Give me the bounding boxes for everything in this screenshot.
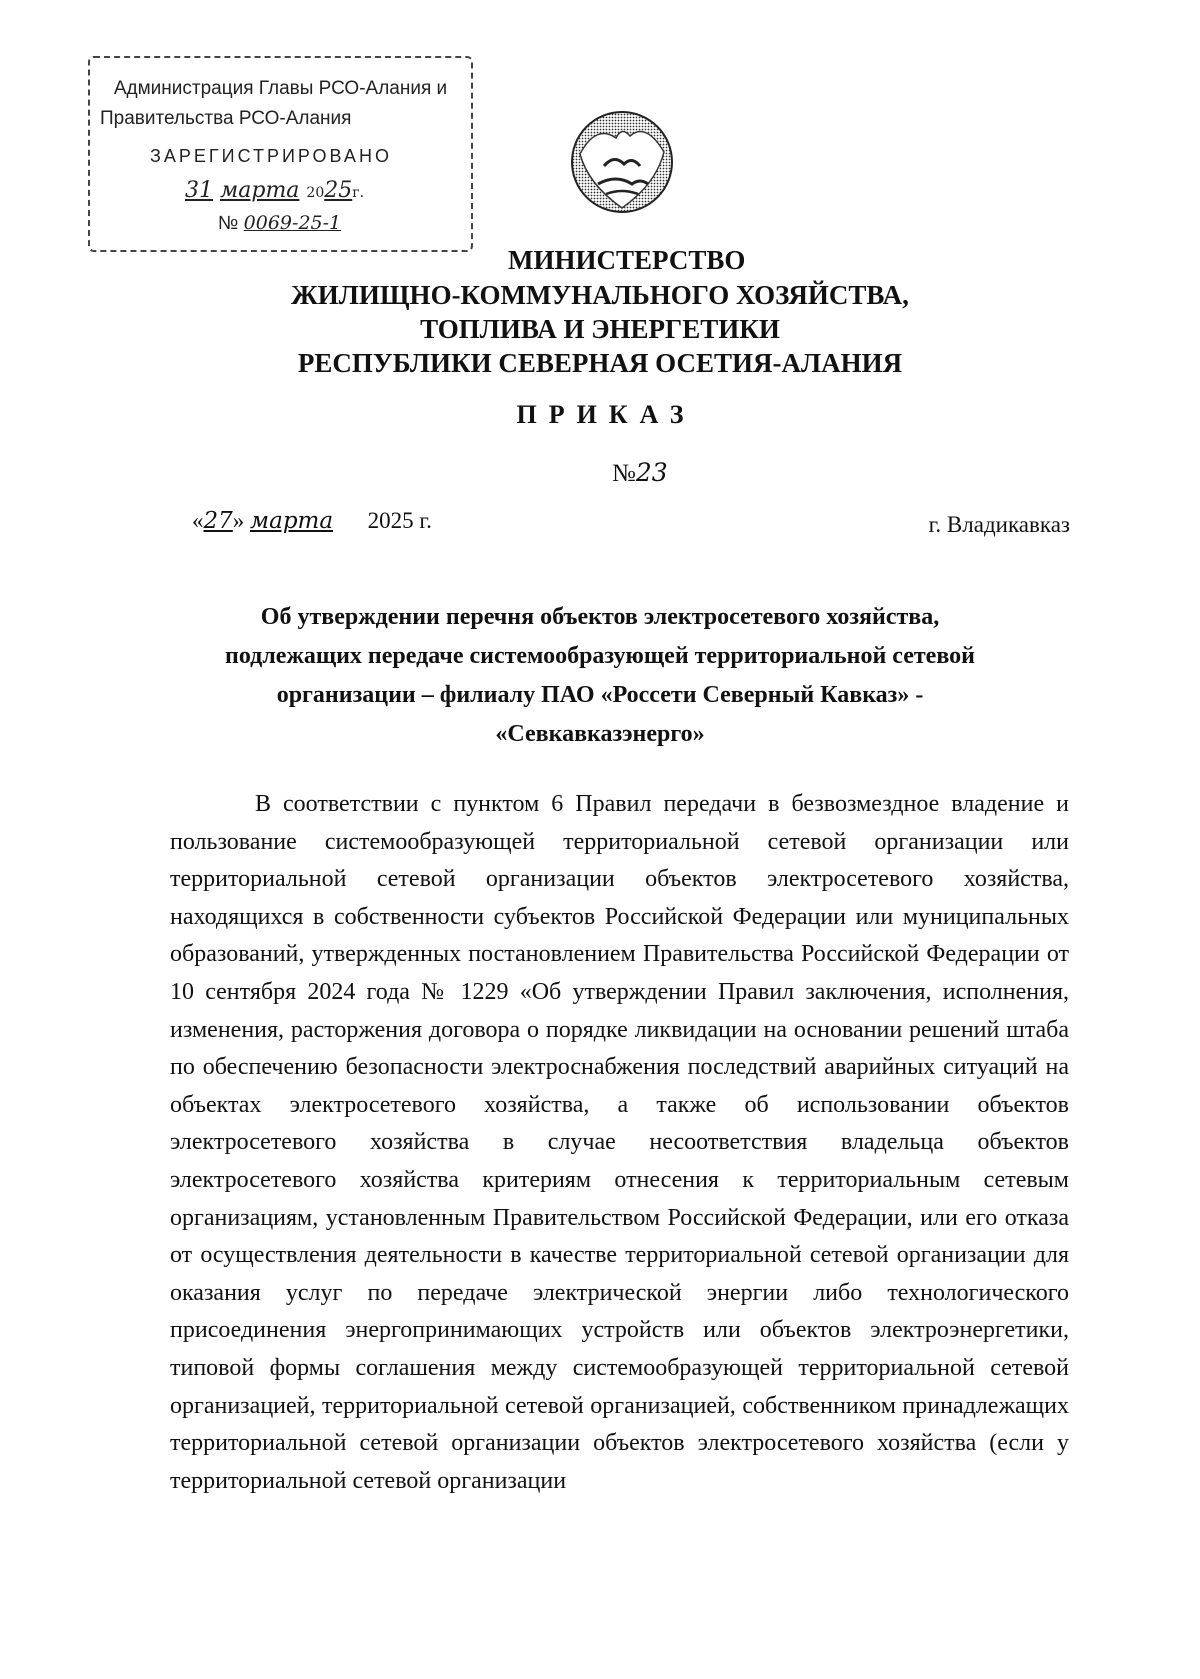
stamp-registered-label: ЗАРЕГИСТРИРОВАНО [150, 146, 392, 166]
date-open-quote: « [192, 508, 204, 533]
ministry-line-3: ТОПЛИВА И ЭНЕРГЕТИКИ [420, 314, 780, 344]
stamp-date-suffix: г. [352, 185, 365, 201]
stamp-date [185, 178, 364, 203]
stamp-administration-line: Администрация Главы РСО-Алания и [113, 78, 448, 99]
stamp-date-day: 31 [185, 178, 213, 203]
ministry-name-block [0, 278, 1200, 380]
body-paragraph: В соответствии с пунктом 6 Правил передачи в безвозмездное владение и пользование системообразующей территориальной сетевой организации или территориальной сетевой организации объектов электросетевого хозяйства, находящихся в собственности субъектов Российской Федерации или муниципальных образований, утвержденных постановлением Правительства Российской Федерации от 10 сентября 2024 года № 1229 «Об утверждении Правил заключения, исполнения, изменения, расторжения договора о порядке ликвидации на основании решений штаба по обеспечению безопасности электроснабжения последствий аварийных ситуаций на объектах электросетевого хозяйства, а также об использовании объектов электросетевого хозяйства в случае несоответствия владельца объектов электросетевого хозяйства критериям отнесения к территориальным сетевым организациям, установленным Правительством Российской Федерации, или его отказа от осуществления деятельности в качестве территориальной сетевой организации для оказания услуг по передаче электрической энергии либо технологического присоединения энергопринимающих устройств или объектов электроэнергетики, типовой формы соглашения между системообразующей территориальной сетевой организацией, территориальной сетевой организацией, собственником принадлежащих территориальной сетевой организации объектов электросетевого хозяйства (если у территориальной сетевой организации [170, 791, 1069, 1494]
order-city: г. Владикавказ [928, 512, 1070, 537]
stamp-date-year-prefix: 20 [306, 185, 325, 201]
date-month: марта [250, 508, 334, 534]
subject-line-3: организации – филиалу ПАО «Россети Северный Кавказ» - [276, 682, 924, 708]
subject-line-2: подлежащих передаче системообразующей территориальной сетевой [225, 643, 975, 669]
ministry-line-4: РЕСПУБЛИКИ СЕВЕРНАЯ ОСЕТИЯ-АЛАНИЯ [297, 348, 903, 378]
subject-line-4: «Севкавказэнерго» [495, 721, 705, 747]
subject-line-1: Об утверждении перечня объектов электросетевого хозяйства, [260, 604, 940, 630]
order-title: ПРИКАЗ [516, 400, 696, 429]
order-number-label: № [612, 460, 636, 487]
stamp-date-month: марта [220, 178, 300, 203]
date-close-quote: » [232, 508, 245, 533]
stamp-registration-number [218, 212, 341, 235]
ministry-line-1: МИНИСТЕРСТВО [508, 245, 746, 275]
coat-of-arms-icon [566, 104, 678, 216]
stamp-number-value: 0069-25-1 [243, 212, 342, 234]
order-date [192, 508, 432, 534]
order-subject [150, 598, 1050, 754]
order-number-value: 23 [635, 458, 668, 487]
date-year: 2025 г. [367, 508, 432, 533]
stamp-date-year-suffix: 25 [324, 178, 353, 203]
order-number [612, 458, 668, 488]
registration-stamp [88, 56, 473, 252]
ministry-line-2: ЖИЛИЩНО-КОММУНАЛЬНОГО ХОЗЯЙСТВА, [291, 280, 909, 310]
stamp-government-line: Правительства РСО-Алания [100, 108, 352, 129]
date-day: 27 [203, 508, 233, 534]
stamp-number-label: № [218, 213, 239, 234]
